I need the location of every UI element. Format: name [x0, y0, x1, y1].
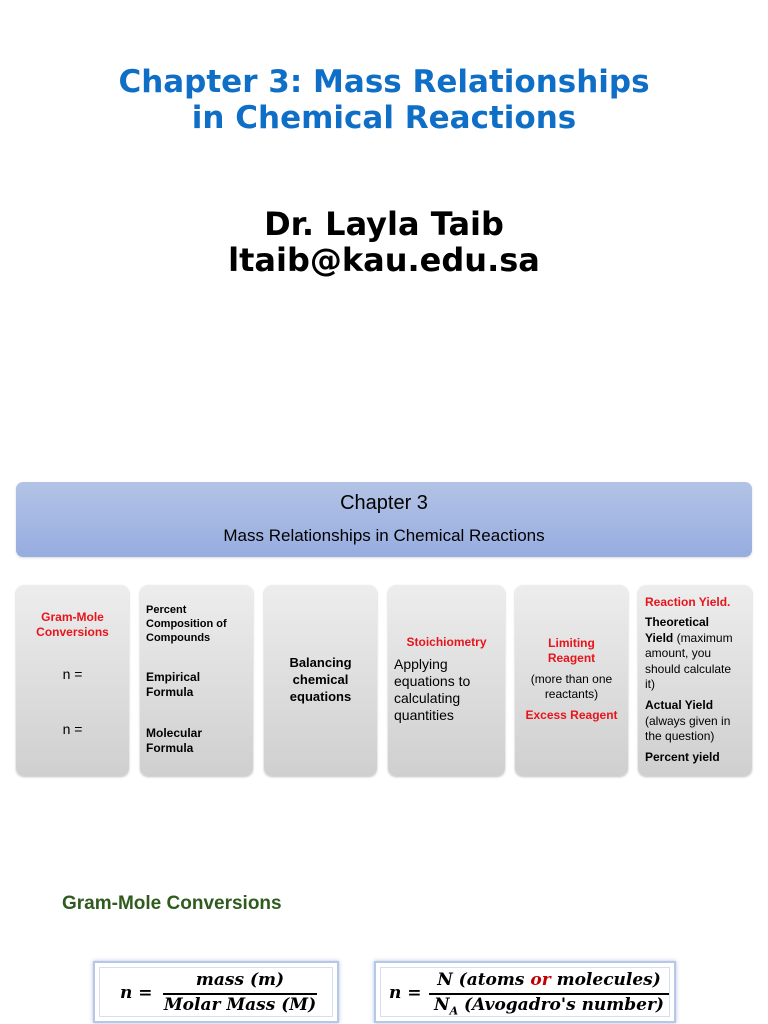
formula-box-avogadro	[374, 961, 676, 1023]
molecular-line-2: Formula	[146, 741, 194, 755]
numerator-or: or	[530, 970, 551, 990]
theoretical-line-2	[645, 631, 750, 647]
balancing-label	[264, 654, 377, 705]
actual-line-2: the question)	[645, 729, 715, 743]
formula-avogadro	[380, 967, 670, 1017]
actual-yield-heading: Actual Yield	[645, 698, 714, 712]
balancing-line-3: equations	[289, 689, 352, 704]
stoichiometry-description	[394, 656, 470, 724]
percent-yield-label: Percent yield	[645, 750, 720, 764]
page-title	[0, 64, 768, 136]
gram-mole-eq-2: n =	[62, 721, 83, 737]
theoretical-yield-block	[645, 615, 750, 693]
stoichiometry-line-2: equations to	[394, 673, 471, 689]
empirical-formula-label	[146, 670, 200, 700]
formula-mass	[99, 967, 333, 1017]
formula-avogadro-denominator	[427, 995, 671, 1017]
formula-avogadro-lhs: n =	[389, 983, 422, 1003]
actual-yield-block	[645, 698, 750, 745]
theoretical-maximum-text: (maximum	[673, 630, 733, 645]
excess-reagent-label: Excess Reagent	[525, 708, 618, 722]
limiting-heading	[515, 636, 628, 666]
author-email: ltaib@kau.edu.sa	[228, 241, 540, 279]
gram-mole-heading	[16, 610, 129, 640]
balancing-line-2: chemical	[292, 672, 349, 687]
topic-box-yield	[638, 585, 752, 776]
molecular-line-1: Molecular	[146, 726, 203, 740]
theoretical-line-4: should calculate	[645, 661, 732, 676]
limiting-note-line-2: reactants)	[544, 687, 599, 701]
numerator-part-2: molecules)	[550, 970, 661, 990]
banner-title: Chapter 3	[340, 492, 428, 514]
stoichiometry-line-3: calculating	[394, 690, 461, 706]
yield-heading: Reaction Yield.	[645, 595, 731, 609]
stoichiometry-heading: Stoichiometry	[406, 635, 487, 649]
empirical-line-1: Empirical	[146, 670, 201, 684]
formula-mass-numerator: mass (m)	[195, 970, 285, 990]
limiting-heading-line-2: Reagent	[547, 651, 596, 665]
topic-box-gram-mole	[16, 585, 129, 776]
numerator-part-1: N (atoms	[437, 970, 531, 990]
denominator-subscript: A	[449, 1004, 459, 1018]
composition-line-1: Percent	[146, 604, 187, 616]
topic-box-balancing	[264, 585, 377, 776]
limiting-note	[515, 672, 628, 702]
topic-box-stoichiometry	[388, 585, 505, 776]
theoretical-yield-word: Yield	[645, 630, 674, 645]
chapter-banner	[16, 482, 752, 557]
gram-mole-heading-line-1: Gram-Mole	[41, 610, 104, 624]
denominator-symbol: N	[434, 995, 450, 1015]
author-block	[0, 206, 768, 278]
formula-mass-lhs: n =	[120, 983, 153, 1003]
formula-mass-denominator: Molar Mass (M)	[163, 995, 317, 1015]
gram-mole-eq-1: n =	[62, 666, 83, 682]
stoichiometry-line-4: quantities	[394, 707, 454, 723]
formula-avogadro-numerator	[427, 970, 671, 990]
theoretical-line-3: amount, you	[645, 646, 712, 660]
author-name: Dr. Layla Taib	[264, 205, 504, 243]
limiting-note-line-1: (more than one	[530, 672, 613, 686]
title-line-1: Chapter 3: Mass Relationships	[118, 64, 650, 100]
formula-box-mass	[93, 961, 339, 1023]
title-line-2: in Chemical Reactions	[191, 100, 577, 136]
limiting-heading-line-1: Limiting	[548, 636, 595, 650]
denominator-rest: (Avogadro's number)	[458, 995, 664, 1015]
theoretical-line-5: it)	[645, 677, 655, 691]
gram-mole-heading-line-2: Conversions	[36, 625, 109, 639]
composition-heading	[146, 603, 227, 645]
topic-box-composition	[140, 585, 253, 776]
molecular-formula-label	[146, 726, 202, 756]
topic-box-limiting	[515, 585, 628, 776]
empirical-line-2: Formula	[146, 685, 194, 699]
section-heading: Gram-Mole Conversions	[62, 893, 282, 914]
stoichiometry-line-1: Applying	[394, 656, 448, 672]
actual-line-1: (always given in	[645, 713, 731, 728]
composition-line-2: Composition of	[146, 618, 227, 630]
theoretical-line-1: Theoretical	[645, 615, 710, 629]
balancing-line-1: Balancing	[289, 655, 352, 670]
composition-line-3: Compounds	[146, 632, 211, 644]
banner-subtitle: Mass Relationships in Chemical Reactions	[223, 526, 545, 545]
